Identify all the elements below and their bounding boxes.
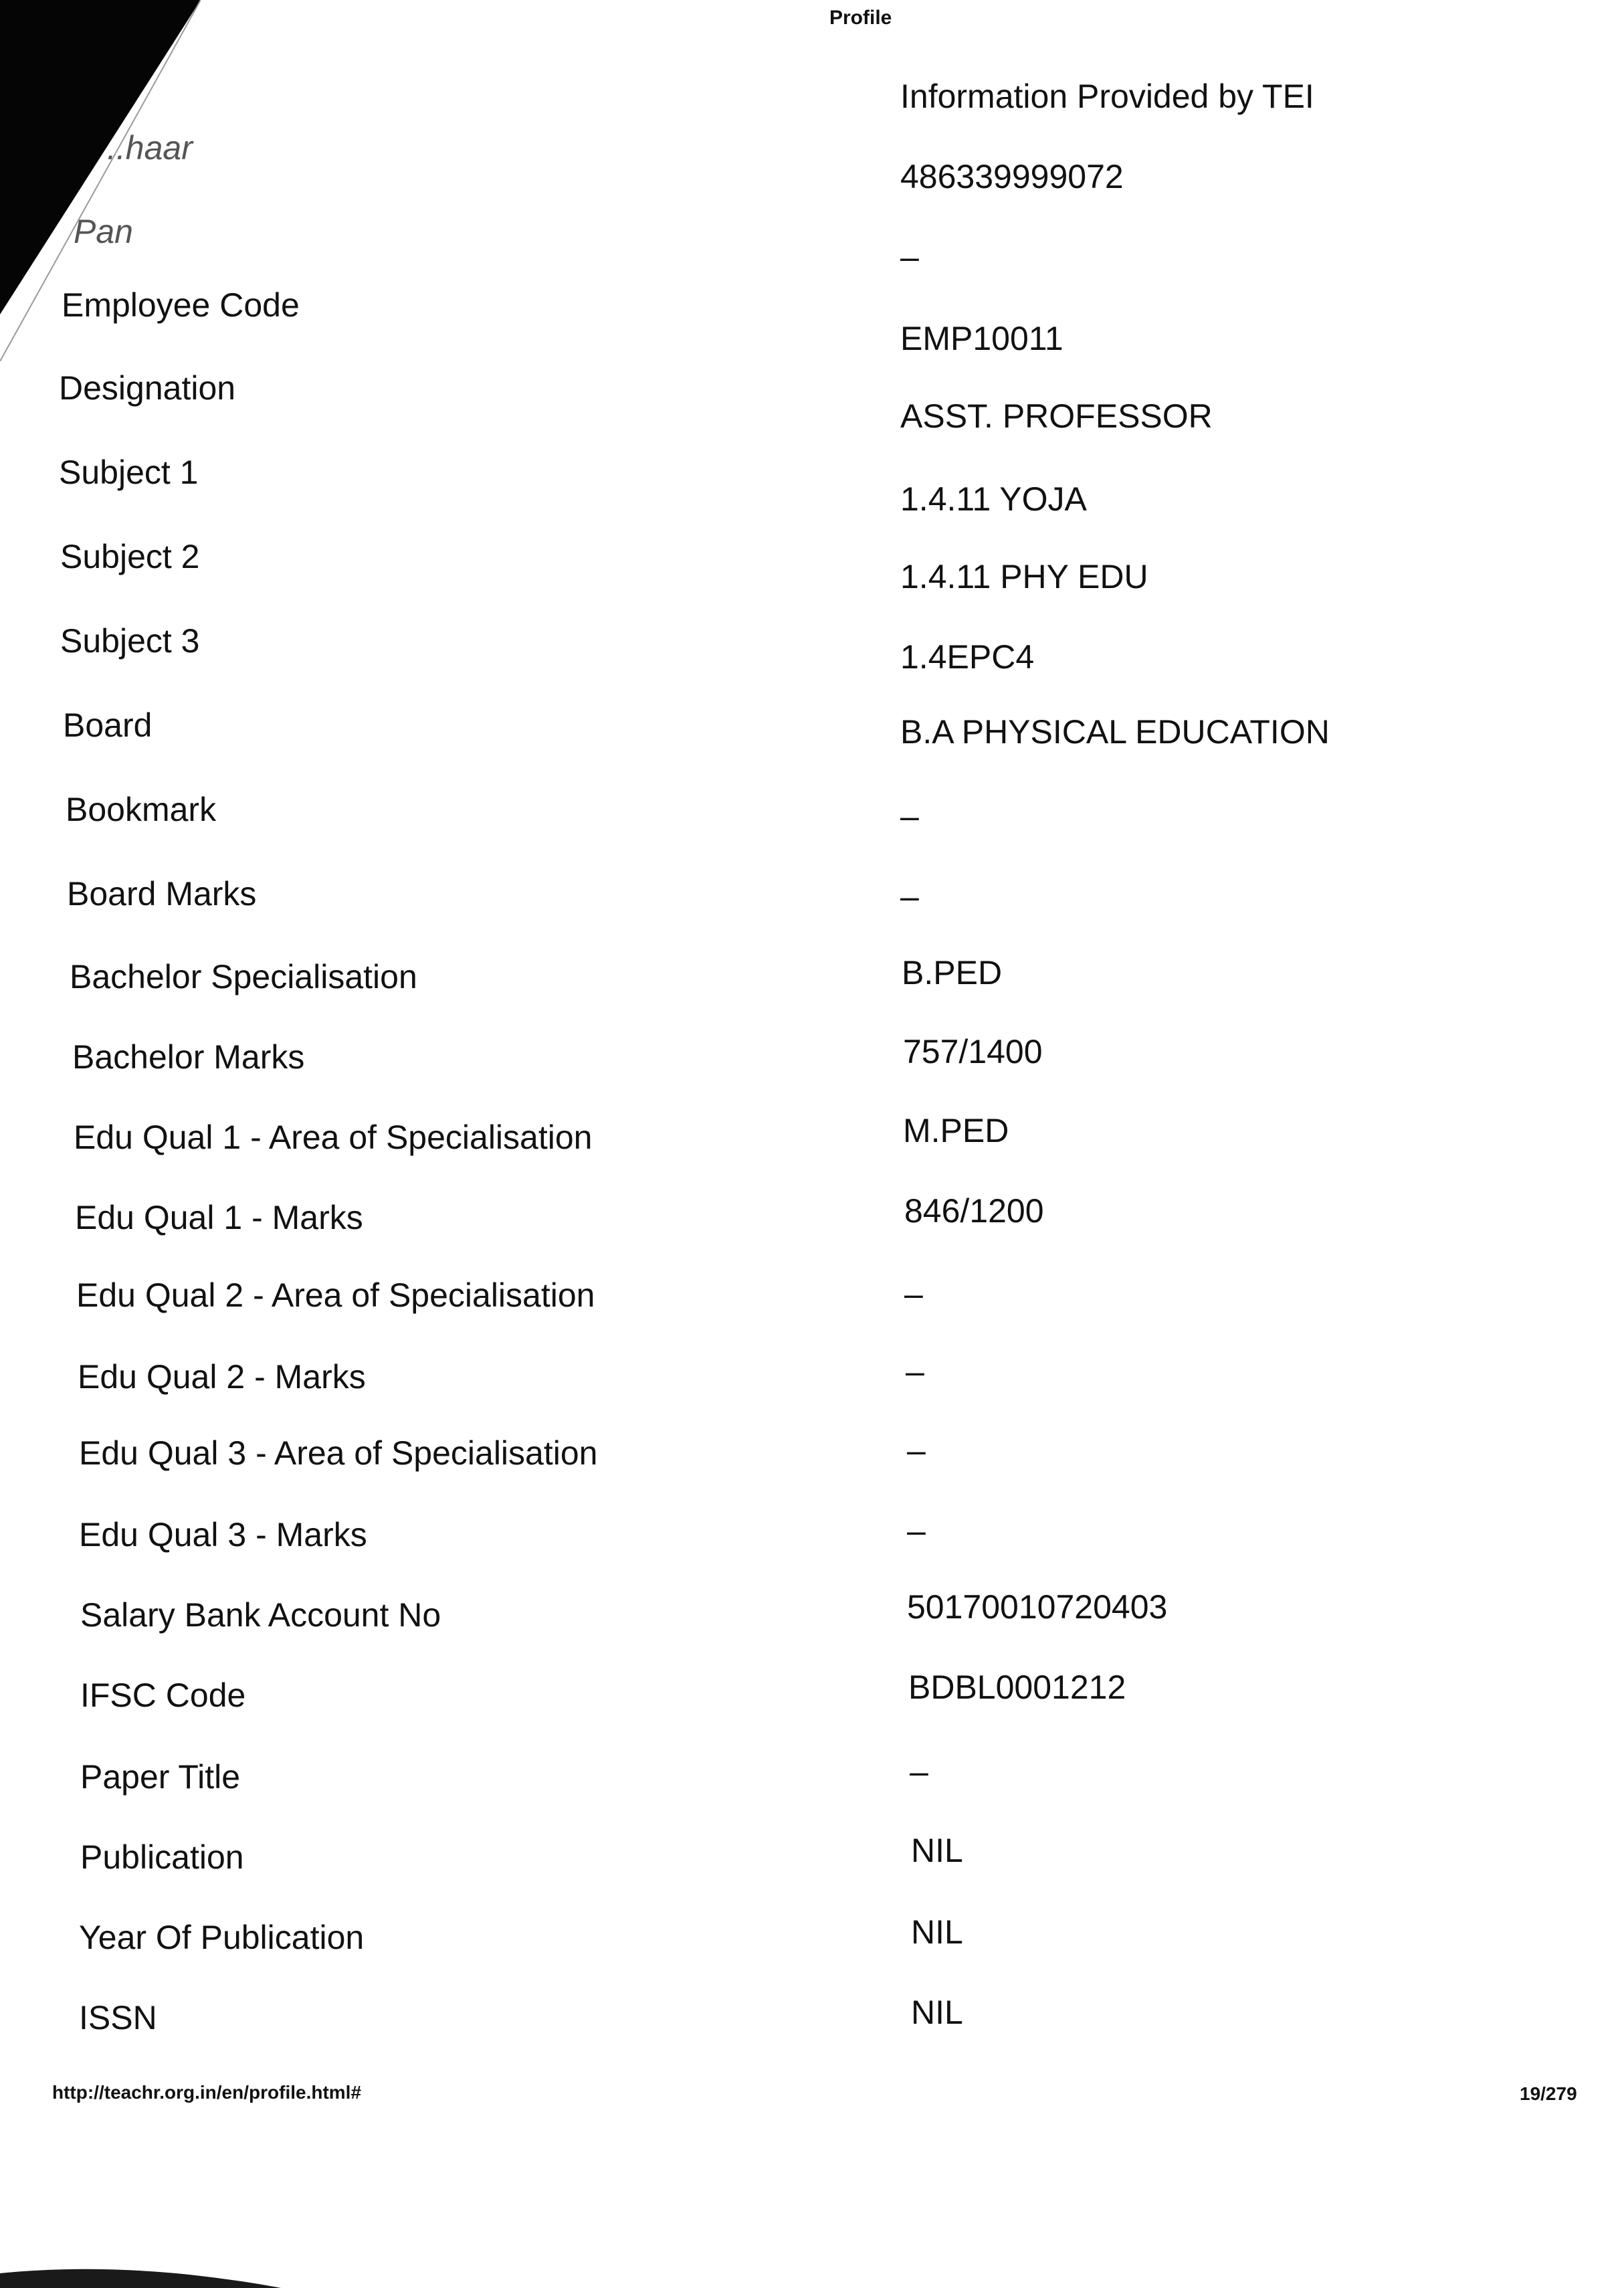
scan-bottom-smudge [0,2260,281,2288]
field-value-edu-qual-3-area: – [907,1432,926,1469]
field-value-employee-code: EMP10011 [900,320,1063,357]
field-label-board-marks: Board Marks [67,875,257,913]
field-value-pan: – [900,238,919,276]
field-label-employee-code: Employee Code [62,286,300,324]
field-label-edu-qual-1-area: Edu Qual 1 - Area of Specialisation [74,1119,593,1156]
field-label-edu-qual-1-marks: Edu Qual 1 - Marks [75,1199,363,1236]
field-label-aadhaar: ..haar [107,129,193,167]
field-value-issn: NIL [911,1994,963,2031]
field-value-edu-qual-2-marks: – [906,1353,924,1390]
field-value-edu-qual-2-area: – [904,1275,923,1313]
field-label-board: Board [63,706,153,744]
field-value-bachelor-specialisation: B.PED [902,954,1003,991]
field-value-salary-bank-account: 50170010720403 [907,1588,1168,1626]
field-label-bachelor-specialisation: Bachelor Specialisation [70,958,417,995]
field-label-edu-qual-2-marks: Edu Qual 2 - Marks [78,1358,366,1396]
field-label-salary-bank-account: Salary Bank Account No [80,1596,441,1634]
value-column-heading: Information Provided by TEI [900,78,1314,115]
field-value-ifsc-code: BDBL0001212 [908,1669,1126,1706]
field-label-subject-2: Subject 2 [60,538,200,575]
field-label-publication: Publication [80,1838,244,1876]
field-value-edu-qual-1-area: M.PED [903,1112,1009,1149]
field-value-paper-title: – [910,1753,928,1790]
field-label-paper-title: Paper Title [80,1758,241,1796]
field-label-bachelor-marks: Bachelor Marks [72,1038,305,1076]
field-label-pan: Pan [74,213,133,250]
field-value-year-of-publication: NIL [911,1913,963,1951]
field-value-subject-2: 1.4.11 PHY EDU [900,558,1148,595]
field-label-edu-qual-3-area: Edu Qual 3 - Area of Specialisation [79,1434,598,1472]
footer-url: http://teachr.org.in/en/profile.html# [52,2082,362,2103]
field-label-year-of-publication: Year Of Publication [79,1919,365,1956]
field-value-edu-qual-3-marks: – [907,1512,926,1549]
field-value-board-marks: – [900,878,919,915]
field-label-subject-3: Subject 3 [60,622,200,660]
page-header-title: Profile [829,7,892,29]
field-label-subject-1: Subject 1 [59,454,199,491]
field-value-publication: NIL [911,1832,963,1869]
footer-page-number: 19/279 [1520,2083,1577,2104]
field-value-edu-qual-1-marks: 846/1200 [904,1192,1044,1230]
field-label-bookmark: Bookmark [66,791,217,828]
field-label-issn: ISSN [79,1999,157,2036]
field-value-aadhaar: 486339999072 [900,158,1124,195]
field-label-ifsc-code: IFSC Code [80,1677,246,1714]
field-value-subject-3: 1.4EPC4 [900,638,1035,676]
field-value-designation: ASST. PROFESSOR [900,397,1213,435]
field-value-bachelor-marks: 757/1400 [903,1033,1043,1070]
field-label-designation: Designation [59,369,236,407]
field-label-edu-qual-2-area: Edu Qual 2 - Area of Specialisation [76,1276,595,1314]
field-value-subject-1: 1.4.11 YOJA [900,480,1087,518]
field-label-edu-qual-3-marks: Edu Qual 3 - Marks [79,1516,367,1553]
field-value-bookmark: – [900,797,919,835]
field-value-board: B.A PHYSICAL EDUCATION [900,713,1330,751]
